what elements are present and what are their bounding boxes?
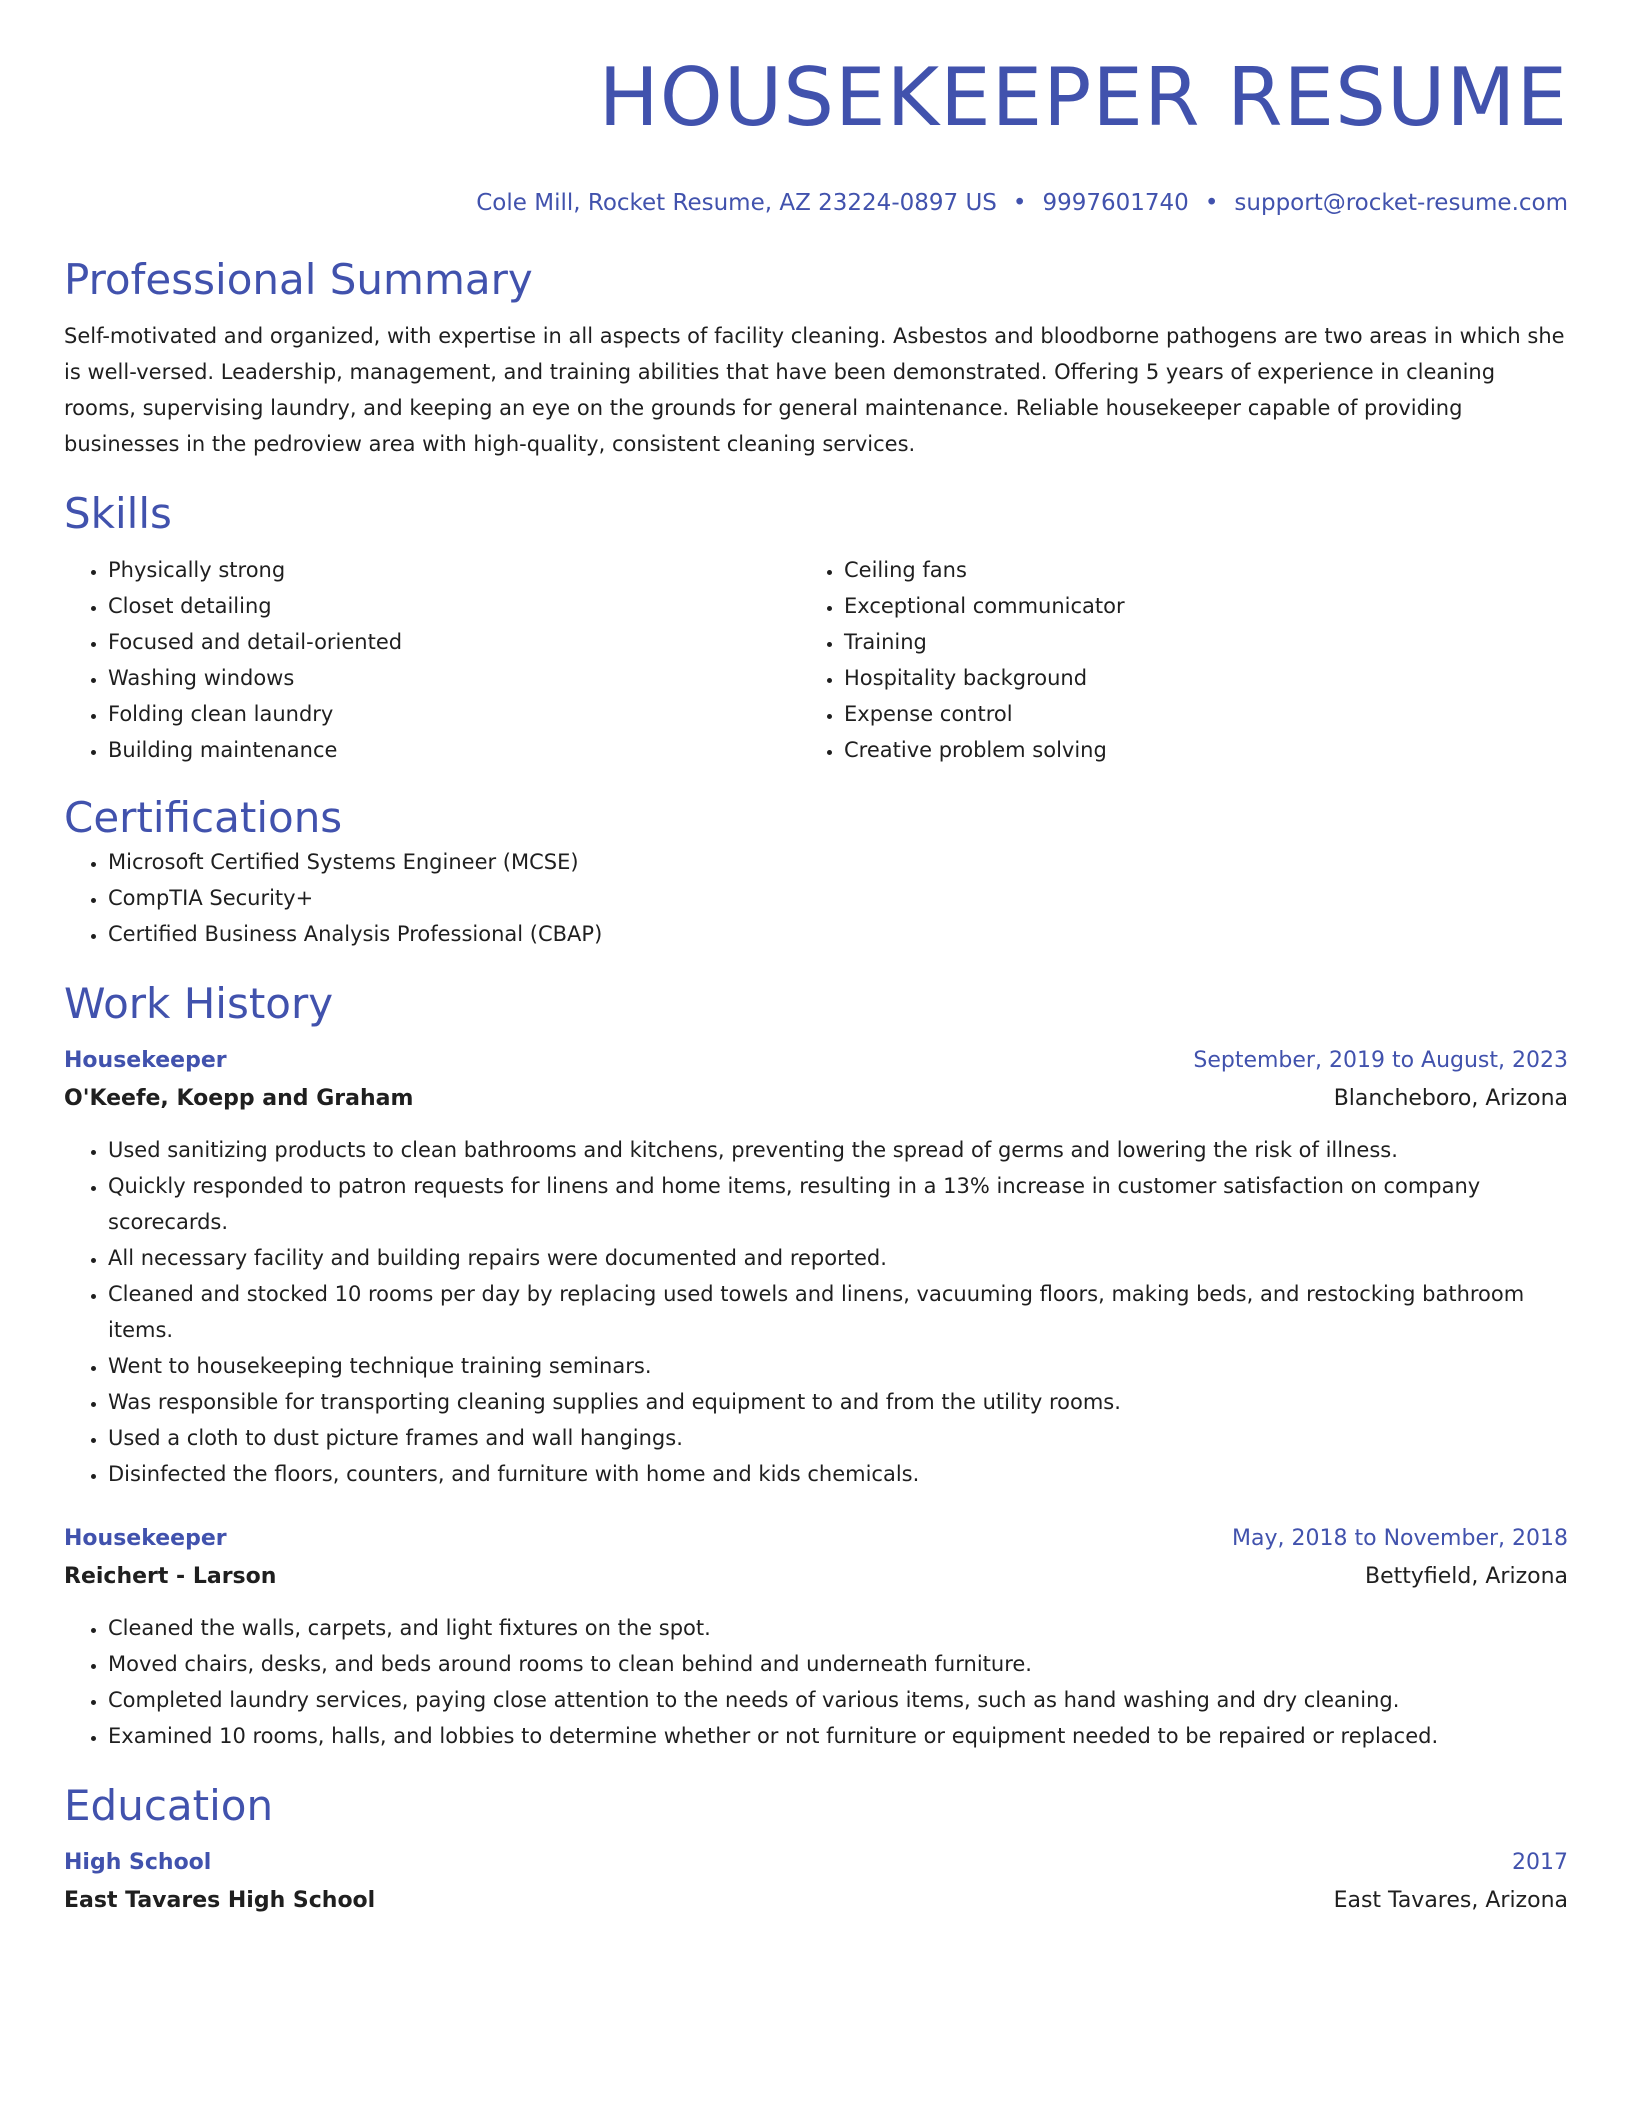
job-company-row [64,1080,1568,1118]
job-dates: September, 2019 to August, 2023 [1193,1048,1568,1073]
skill-item: • Physically strong [108,552,800,588]
summary-heading: Professional Summary [64,255,533,304]
work-history-heading: Work History [64,979,334,1028]
contact-separator: • [1204,190,1219,216]
education-year: 2017 [1512,1850,1568,1875]
job-company: O'Keefe, Koepp and Graham [64,1086,414,1111]
skill-item: • Folding clean laundry [108,696,800,732]
certification-item: • Microsoft Certified Systems Engineer (MCSE) [108,844,1568,880]
skill-item: • Closet detailing [108,588,800,624]
job-header-row [64,1520,1568,1558]
certifications-list [64,844,1568,952]
contact-address: Cole Mill, Rocket Resume, AZ 23224-0897 US [476,190,997,216]
job-duties-list [64,1132,1568,1492]
job-location: Bettyfield, Arizona [1365,1564,1568,1589]
skills-column-left [64,552,800,768]
contact-email: support@rocket-resume.com [1234,190,1568,216]
resume-title: HOUSEKEEPER RESUME [598,51,1568,144]
job-duty: • Examined 10 rooms, halls, and lobbies to determine whether or not furniture or equipment needed to be repaired or replaced. [108,1718,1568,1754]
skills-list-left [64,552,800,768]
contact-phone: 9997601740 [1042,190,1189,216]
skill-item: • Exceptional communicator [844,588,1536,624]
resume-header [64,50,1568,218]
certifications-heading: Certifications [64,793,343,842]
job-duty: • Cleaned and stocked 10 rooms per day by replacing used towels and linens, vacuuming floors, making beds, and restocking bathroom items. [108,1276,1568,1348]
contact-line [64,188,1568,218]
education-heading: Education [64,1781,274,1830]
job-location: Blancheboro, Arizona [1333,1086,1568,1111]
contact-separator: • [1012,190,1027,216]
skill-item: • Ceiling fans [844,552,1536,588]
job-duty: • Went to housekeeping technique training seminars. [108,1348,1568,1384]
job-duties-list [64,1610,1568,1754]
skill-item: • Building maintenance [108,732,800,768]
education-school: East Tavares High School [64,1888,376,1913]
job-duty: • Quickly responded to patron requests for linens and home items, resulting in a 13% increase in customer satisfaction on company scorecards. [108,1168,1568,1240]
skill-item: • Creative problem solving [844,732,1536,768]
job-title: Housekeeper [64,1526,227,1551]
summary-text: Self-motivated and organized, with expertise in all aspects of facility cleaning. Asbestos and bloodborne pathogens are two areas in which she is well-versed. Leadership, management, and training abilities that have been demonstrated. Offering 5 years of experience in cleaning rooms, supervising laundry, and keeping an eye on the grounds for general maintenance. Reliable housekeeper capable of providing businesses in the pedroview area with high-quality, consistent cleaning services. [64,324,1565,456]
job-header-row [64,1042,1568,1080]
education-degree: High School [64,1850,212,1875]
job-dates: May, 2018 to November, 2018 [1232,1526,1568,1551]
skills-heading: Skills [64,489,172,538]
skills-grid [64,552,1568,768]
job-duty: • All necessary facility and building repairs were documented and reported. [108,1240,1568,1276]
job-duty: • Completed laundry services, paying close attention to the needs of various items, such as hand washing and dry cleaning. [108,1682,1568,1718]
education-location: East Tavares, Arizona [1333,1888,1568,1913]
certification-item: • CompTIA Security+ [108,880,1568,916]
skill-item: • Training [844,624,1536,660]
job-duty: • Was responsible for transporting cleaning supplies and equipment to and from the utility rooms. [108,1384,1568,1420]
job-company: Reichert - Larson [64,1564,277,1589]
job-duty: • Disinfected the floors, counters, and furniture with home and kids chemicals. [108,1456,1568,1492]
job-company-row [64,1558,1568,1596]
education-header-row [64,1844,1568,1882]
job-duty: • Used sanitizing products to clean bathrooms and kitchens, preventing the spread of germs and lowering the risk of illness. [108,1132,1568,1168]
skill-item: • Hospitality background [844,660,1536,696]
job-duty: • Cleaned the walls, carpets, and light fixtures on the spot. [108,1610,1568,1646]
skills-column-right [800,552,1536,768]
job-duty: • Moved chairs, desks, and beds around rooms to clean behind and underneath furniture. [108,1646,1568,1682]
education-entry [64,1844,1568,1920]
skill-item: • Expense control [844,696,1536,732]
skills-list-right [800,552,1536,768]
skill-item: • Focused and detail-oriented [108,624,800,660]
job-duty: • Used a cloth to dust picture frames and wall hangings. [108,1420,1568,1456]
job-entry [64,1042,1568,1492]
skill-item: • Washing windows [108,660,800,696]
education-school-row [64,1882,1568,1920]
certification-item: • Certified Business Analysis Professional (CBAP) [108,916,1568,952]
job-entry [64,1520,1568,1754]
job-title: Housekeeper [64,1048,227,1073]
